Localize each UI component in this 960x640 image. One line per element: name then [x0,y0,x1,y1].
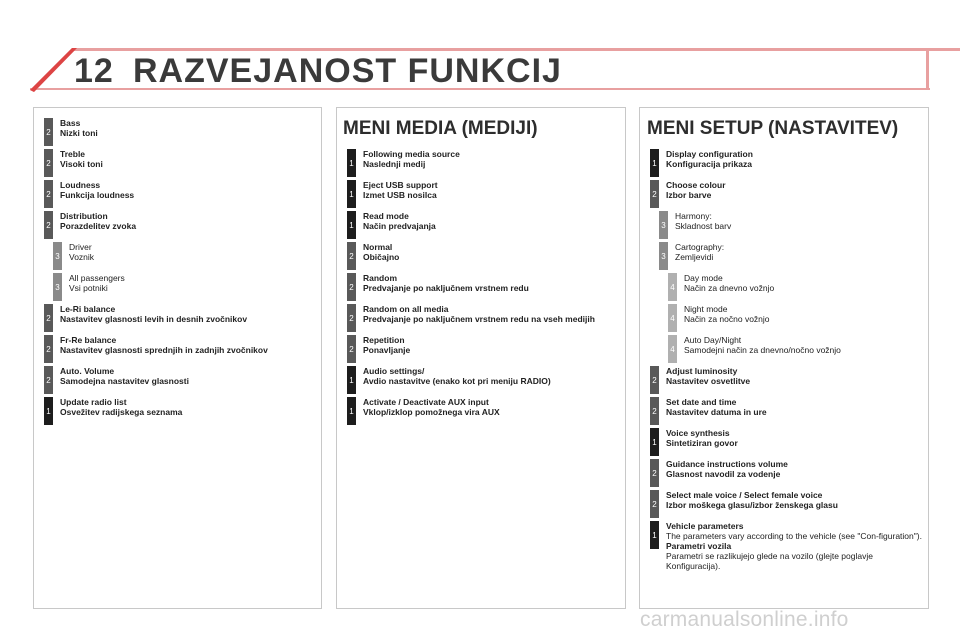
menu-item-translation: Voznik [69,252,95,262]
menu-item [347,273,622,301]
level-badge: 1 [650,149,659,177]
menu-item [44,149,319,177]
menu-item [347,180,622,208]
menu-item [44,118,319,146]
menu-item [650,397,925,425]
level-badge: 3 [53,273,62,301]
menu-item-text [666,521,925,571]
menu-item-text [675,242,724,262]
menu-item-translation: Način za dnevno vožnjo [684,283,775,293]
menu-item-label: Night mode [684,304,728,314]
menu-item-text [363,273,529,293]
menu-item-translation: Nizki toni [60,128,98,138]
menu-item [650,490,925,518]
level-badge: 1 [347,211,356,239]
menu-item-label: Le-Ri balance [60,304,116,314]
menu-item-text [60,397,182,417]
menu-item-translation: Glasnost navodil za vodenje [666,469,781,479]
menu-item-text [666,180,726,200]
menu-item [44,335,319,363]
level-badge: 2 [650,366,659,394]
level-badge: 2 [650,397,659,425]
menu-item-label: Auto. Volume [60,366,115,376]
menu-item [668,273,925,301]
level-badge: 1 [347,397,356,425]
menu-item-text [684,304,770,324]
menu-item-label: Day mode [684,273,723,283]
menu-item-translation: Visoki toni [60,159,103,169]
watermark: carmanualsonline.info [640,608,849,631]
menu-item-text [60,335,268,355]
menu-item-translation: Sintetiziran govor [666,438,738,448]
menu-item-label: Set date and time [666,397,737,407]
level-badge: 4 [668,304,677,332]
level-badge: 2 [347,335,356,363]
menu-item [347,149,622,177]
menu-item [44,397,319,425]
level-badge: 2 [44,149,53,177]
menu-item-text [363,242,399,262]
menu-item-text [60,304,247,324]
menu-item-translation: Ponavljanje [363,345,411,355]
level-badge: 2 [650,180,659,208]
level-badge: 3 [53,242,62,270]
menu-item-label: Cartography: [675,242,725,252]
menu-item-text [69,242,94,262]
menu-item-label: Distribution [60,211,108,221]
level-badge: 4 [668,273,677,301]
level-badge: 2 [44,211,53,239]
menu-item-translation: Nastavitev glasnosti sprednjih in zadnjih zvočnikov [60,345,268,355]
level-badge: 2 [347,273,356,301]
menu-item [650,180,925,208]
menu-item [650,459,925,487]
menu-item-label: Voice synthesis [666,428,730,438]
menu-item-text [69,273,125,293]
level-badge: 1 [650,428,659,456]
menu-item-text [363,304,595,324]
level-badge: 1 [347,366,356,394]
menu-item [347,366,622,394]
level-badge: 1 [650,521,659,549]
menu-item-translation: Izbor moškega glasu/izbor ženskega glasu [666,500,838,510]
menu-item-label: Driver [69,242,92,252]
menu-item-label: Random [363,273,397,283]
menu-item-translation: Običajno [363,252,400,262]
menu-item-translation: Izmet USB nosilca [363,190,437,200]
level-badge: 3 [659,242,668,270]
menu-item-translation: Nastavitev osvetlitve [666,376,751,386]
menu-item [650,149,925,177]
menu-item-label: Activate / Deactivate AUX input [363,397,489,407]
menu-item-label: Loudness [60,180,101,190]
menu-item [347,397,622,425]
menu-item-translation: Samodejna nastavitev glasnosti [60,376,189,386]
menu-item [44,304,319,332]
level-badge: 4 [668,335,677,363]
level-badge: 2 [44,304,53,332]
menu-item-label: Guidance instructions volume [666,459,788,469]
menu-item-label: Treble [60,149,86,159]
menu-item-text [684,335,841,355]
menu-item-translation: Samodejni način za dnevno/nočno vožnjo [684,345,841,355]
page-title: RAZVEJANOST FUNKCIJ [133,52,562,90]
menu-item-label: Audio settings/ [363,366,425,376]
menu-item [347,211,622,239]
level-badge: 1 [347,149,356,177]
level-badge: 2 [347,242,356,270]
menu-item-translation: Predvajanje po naključnem vrstnem redu na vseh medijih [363,314,595,324]
menu-item-label: Eject USB support [363,180,438,190]
menu-item-description: Parametri se razlikujejo glede na vozilo (glejte poglavje Konfiguracija). [666,551,873,571]
menu-item [668,335,925,363]
menu-item-text [666,366,750,386]
menu-item-label: Repetition [363,335,405,345]
level-badge: 1 [44,397,53,425]
menu-item-text [60,149,103,169]
level-badge: 2 [44,118,53,146]
menu-item-translation: Vsi potniki [69,283,108,293]
media-section-title: MENI MEDIA (MEDIJI) [343,118,538,139]
menu-item [44,366,319,394]
menu-item-label: Harmony: [675,211,712,221]
menu-item-label: All passengers [69,273,125,283]
menu-item-label: Display configuration [666,149,753,159]
menu-item-text [60,366,189,386]
menu-item-text [666,397,767,417]
level-badge: 2 [650,490,659,518]
level-badge: 2 [44,180,53,208]
menu-item-translation: Nastavitev datuma in ure [666,407,767,417]
menu-item [53,242,319,270]
menu-item-label: Select male voice / Select female voice [666,490,823,500]
menu-item-text [666,149,753,169]
menu-item-label: Auto Day/Night [684,335,742,345]
menu-item-text [363,335,410,355]
menu-item [668,304,925,332]
menu-item [44,211,319,239]
menu-item-text [363,366,551,386]
menu-item-translation: Način predvajanja [363,221,436,231]
menu-item-text [60,118,98,138]
menu-item-translation: Način za nočno vožnjo [684,314,770,324]
menu-item-label: Adjust luminosity [666,366,738,376]
menu-item [347,335,622,363]
menu-item [347,304,622,332]
level-badge: 2 [44,335,53,363]
level-badge: 2 [650,459,659,487]
level-badge: 3 [659,211,668,239]
menu-item-label: Update radio list [60,397,127,407]
menu-item [650,428,925,456]
page-number: 12 [74,52,114,90]
level-badge: 1 [347,180,356,208]
menu-item-label: Normal [363,242,393,252]
menu-item-text [363,211,436,231]
menu-item [659,242,925,270]
menu-item-label: Choose colour [666,180,726,190]
menu-item-label: Fr-Re balance [60,335,117,345]
menu-item-description: The parameters vary according to the vehicle (see "Con-figuration"). [666,531,922,541]
menu-item-text [363,397,500,417]
menu-item-translation: Parametri vozila [666,541,732,551]
menu-item [347,242,622,270]
menu-item-translation: Porazdelitev zvoka [60,221,137,231]
menu-item-text [363,149,460,169]
level-badge: 2 [44,366,53,394]
menu-item-translation: Predvajanje po naključnem vrstnem redu [363,283,529,293]
menu-item-translation: Skladnost barv [675,221,732,231]
menu-item-translation: Nastavitev glasnosti levih in desnih zvočnikov [60,314,248,324]
menu-item-text [684,273,774,293]
menu-item-text [666,459,788,479]
menu-item [650,366,925,394]
menu-item [53,273,319,301]
menu-item-translation: Vklop/izklop pomožnega vira AUX [363,407,500,417]
menu-item [650,521,925,571]
menu-item-translation: Funkcija loudness [60,190,135,200]
menu-item-translation: Osvežitev radijskega seznama [60,407,183,417]
menu-item-label: Read mode [363,211,409,221]
level-badge: 2 [347,304,356,332]
menu-item-text [675,211,731,231]
menu-item-text [60,180,134,200]
menu-item-label: Bass [60,118,81,128]
menu-item [659,211,925,239]
menu-item-text [60,211,136,231]
menu-item-translation: Avdio nastavitve (enako kot pri meniju RADIO) [363,376,551,386]
menu-item-translation: Izbor barve [666,190,712,200]
menu-item-label: Vehicle parameters [666,521,744,531]
menu-item-text [666,428,738,448]
menu-item-translation: Naslednji medij [363,159,426,169]
menu-item-translation: Konfiguracija prikaza [666,159,752,169]
setup-section-title: MENI SETUP (NASTAVITEV) [647,118,899,139]
menu-item-label: Following media source [363,149,460,159]
menu-item [44,180,319,208]
menu-item-text [666,490,838,510]
menu-item-text [363,180,438,200]
menu-item-translation: Zemljevidi [675,252,714,262]
menu-item-label: Random on all media [363,304,449,314]
